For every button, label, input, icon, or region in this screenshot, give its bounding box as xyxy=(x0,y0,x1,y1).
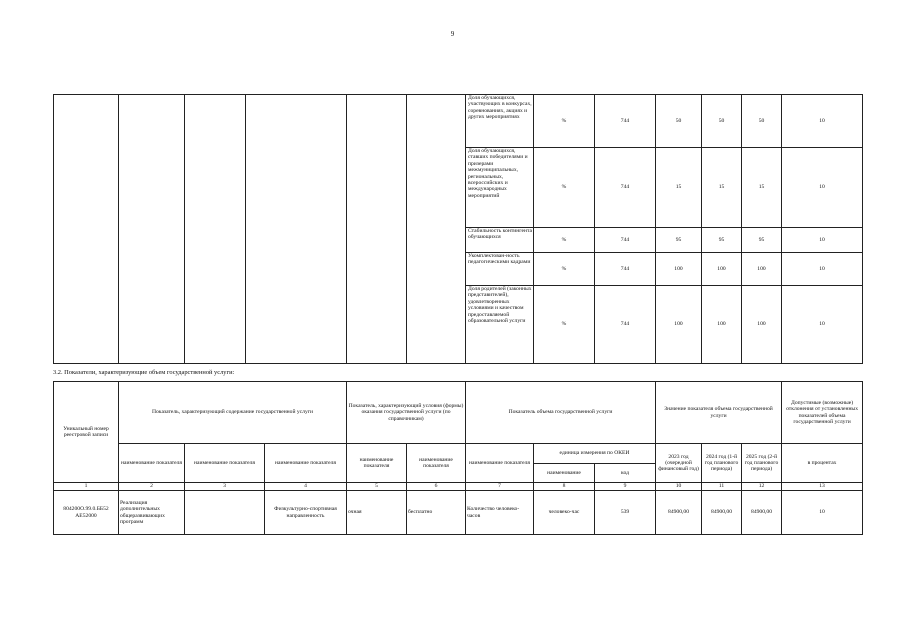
blank-cell xyxy=(119,95,185,364)
name-of-indicator-header: наименование показателя xyxy=(347,444,407,483)
in-percent-header: в процентах xyxy=(782,444,863,483)
value-2025: 84900,00 xyxy=(742,491,782,535)
column-number: 12 xyxy=(742,483,782,491)
unit-name-cell: человеко-час xyxy=(534,491,595,535)
value-2024: 95 xyxy=(702,228,742,253)
quality-indicators-table xyxy=(53,94,863,364)
table-row xyxy=(54,491,863,535)
value-2025: 50 xyxy=(742,95,782,148)
value-2023: 15 xyxy=(656,148,702,228)
value-2023: 100 xyxy=(656,286,702,364)
deviation-group-header: Допустимые (возможные) отклонения от установленных показателей объема государственной услуги xyxy=(782,382,863,444)
volume-indicators-table xyxy=(53,381,863,535)
okei-name-header: наименование xyxy=(534,464,595,483)
page-number: 9 xyxy=(450,30,455,38)
code-cell: 744 xyxy=(595,148,656,228)
value-2023: 100 xyxy=(656,253,702,286)
condition-cell: бесплатно xyxy=(407,491,466,535)
okei-code-header: код xyxy=(595,464,656,483)
quality-indicator-name: Доля обучающихся, ставших победителями и призерами межмуниципальных, региональных, всероссийских и международных мероприятий xyxy=(466,148,534,228)
section-heading: 3.2. Показатели, характеризующие объем государственной услуги: xyxy=(53,369,235,376)
content-cell: Реализация дополнительных общеразвивающих программ xyxy=(119,491,185,535)
condition-cell: очная xyxy=(347,491,407,535)
deviation-cell: 10 xyxy=(782,286,863,364)
column-numbers-row xyxy=(54,483,863,491)
value-2024: 15 xyxy=(702,148,742,228)
name-of-indicator-header: наименование показателя xyxy=(119,444,185,483)
name-of-indicator-header: наименование показателя xyxy=(265,444,347,483)
value-2025: 95 xyxy=(742,228,782,253)
value-2024: 100 xyxy=(702,253,742,286)
quality-indicator-name: Стабильность контингента обучающихся xyxy=(466,228,534,253)
quality-indicator-name: Доля обучающихся, участвующих в конкурсах, соревнованиях, акциях и других мероприятиях xyxy=(466,95,534,148)
column-number: 3 xyxy=(185,483,265,491)
column-number: 13 xyxy=(782,483,863,491)
code-cell: 744 xyxy=(595,95,656,148)
deviation-cell: 10 xyxy=(782,253,863,286)
quality-indicator-name: Укомплектован-ность педагогическими кадрами xyxy=(466,253,534,286)
name-of-indicator-header: наименование показателя xyxy=(185,444,265,483)
unit-cell: % xyxy=(534,95,595,148)
column-number: 1 xyxy=(54,483,119,491)
column-number: 4 xyxy=(265,483,347,491)
name-of-indicator-header: наименование показателя xyxy=(407,444,466,483)
year-2025-header: 2025 год (2-й год планового периода) xyxy=(742,444,782,483)
column-number: 9 xyxy=(595,483,656,491)
value-2024: 100 xyxy=(702,286,742,364)
unit-code-cell: 539 xyxy=(595,491,656,535)
column-number: 8 xyxy=(534,483,595,491)
blank-cell xyxy=(407,95,466,364)
content-cell: Физкультурно-спортивная направленность xyxy=(265,491,347,535)
conditions-group-header: Показатель, характеризующий условия (формы) оказания государственной услуги (по справочникам) xyxy=(347,382,466,444)
code-cell: 744 xyxy=(595,253,656,286)
deviation-cell: 10 xyxy=(782,228,863,253)
deviation-cell: 10 xyxy=(782,148,863,228)
deviation-cell: 10 xyxy=(782,491,863,535)
deviation-cell: 10 xyxy=(782,95,863,148)
content-group-header: Показатель, характеризующий содержание государственной услуги xyxy=(119,382,347,444)
value-group-header: Значение показателя объема государственной услуги xyxy=(656,382,782,444)
table-row xyxy=(54,382,863,444)
value-2025: 100 xyxy=(742,286,782,364)
column-number: 11 xyxy=(702,483,742,491)
code-cell: 744 xyxy=(595,228,656,253)
value-2024: 50 xyxy=(702,95,742,148)
registry-number-cell: 804200О.99.0.ББ52 АЕ52000 xyxy=(54,491,119,535)
content-cell xyxy=(185,491,265,535)
year-2023-header: 2023 год (очередной финансовый год) xyxy=(656,444,702,483)
unit-cell: % xyxy=(534,228,595,253)
name-of-indicator-header: наименование показателя xyxy=(466,444,534,483)
unit-cell: % xyxy=(534,253,595,286)
registry-number-header: Уникальный номер реестровой записи xyxy=(54,382,119,483)
value-2023: 95 xyxy=(656,228,702,253)
blank-cell xyxy=(347,95,407,364)
unit-cell: % xyxy=(534,148,595,228)
table-row xyxy=(54,95,863,148)
column-number: 7 xyxy=(466,483,534,491)
value-2025: 100 xyxy=(742,253,782,286)
blank-cell xyxy=(246,95,347,364)
unit-cell: % xyxy=(534,286,595,364)
blank-cell xyxy=(54,95,119,364)
okei-unit-header: единица измерения по ОКЕИ xyxy=(534,444,656,464)
blank-cell xyxy=(185,95,246,364)
indicator-cell: Количество человеко-часов xyxy=(466,491,534,535)
value-2025: 15 xyxy=(742,148,782,228)
year-2024-header: 2024 год (1-й год планового периода) xyxy=(702,444,742,483)
value-2024: 84900,00 xyxy=(702,491,742,535)
volume-group-header: Показатель объема государственной услуги xyxy=(466,382,656,444)
column-number: 2 xyxy=(119,483,185,491)
column-number: 6 xyxy=(407,483,466,491)
column-number: 5 xyxy=(347,483,407,491)
value-2023: 84900,00 xyxy=(656,491,702,535)
code-cell: 744 xyxy=(595,286,656,364)
quality-indicator-name: Доля родителей (законных представителей), удовлетворенных условиями и качеством предоставляемой образовательной услуги xyxy=(466,286,534,364)
table-row xyxy=(54,444,863,464)
column-number: 10 xyxy=(656,483,702,491)
value-2023: 50 xyxy=(656,95,702,148)
